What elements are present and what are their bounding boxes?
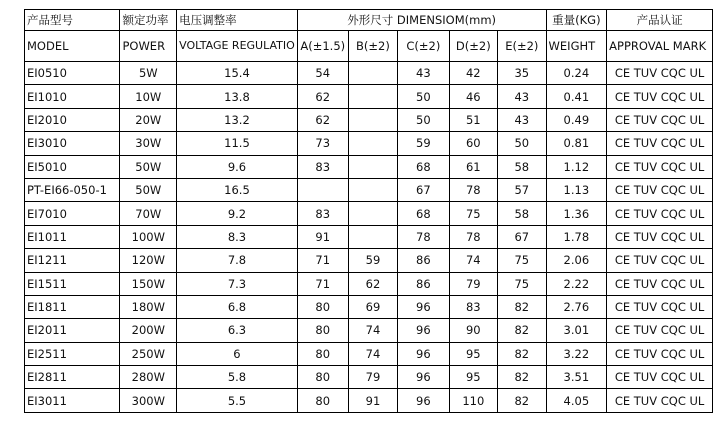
cell-dim-d: 60: [449, 132, 498, 155]
cell-dim-a: 73: [297, 132, 348, 155]
table-row: [25, 202, 713, 225]
cell-dim-d: 46: [449, 85, 498, 108]
cell-approval: CE TUV CQC UL: [607, 62, 713, 85]
table-row: [25, 132, 713, 155]
cell-power: 50W: [120, 178, 177, 201]
cell-approval: CE TUV CQC UL: [607, 366, 713, 389]
cell-dim-d: 78: [449, 225, 498, 248]
cell-dim-d: 75: [449, 202, 498, 225]
cell-dim-e: 82: [498, 366, 546, 389]
cell-dim-d: 78: [449, 178, 498, 201]
cell-dim-c: 86: [398, 249, 449, 272]
cell-regulation: 13.8: [177, 85, 298, 108]
header-row-chinese: [25, 10, 713, 31]
cell-model: EI0510: [25, 62, 120, 85]
cell-weight: 2.22: [546, 272, 607, 295]
cell-weight: 0.49: [546, 108, 607, 131]
header-row-english: [25, 31, 713, 62]
cell-power: 100W: [120, 225, 177, 248]
header-approval-cn: 产品认证: [607, 10, 713, 31]
header-approval: APPROVAL MARK: [607, 31, 713, 62]
cell-power: 20W: [120, 108, 177, 131]
cell-model: EI2010: [25, 108, 120, 131]
cell-approval: CE TUV CQC UL: [607, 178, 713, 201]
cell-dim-a: 80: [297, 319, 348, 342]
cell-dim-b: 79: [348, 366, 397, 389]
table-row: [25, 366, 713, 389]
cell-regulation: 7.8: [177, 249, 298, 272]
table-row: [25, 155, 713, 178]
table-row: [25, 319, 713, 342]
cell-dim-b: 62: [348, 272, 397, 295]
cell-dim-d: 74: [449, 249, 498, 272]
cell-power: 280W: [120, 366, 177, 389]
cell-dim-e: 82: [498, 295, 546, 318]
cell-weight: 1.78: [546, 225, 607, 248]
cell-weight: 0.81: [546, 132, 607, 155]
cell-power: 300W: [120, 389, 177, 412]
cell-dim-b: 91: [348, 389, 397, 412]
cell-regulation: 7.3: [177, 272, 298, 295]
cell-power: 120W: [120, 249, 177, 272]
cell-model: EI5010: [25, 155, 120, 178]
cell-dim-a: 80: [297, 366, 348, 389]
cell-dim-b: [348, 62, 397, 85]
header-dim-e: E(±2): [498, 31, 546, 62]
cell-dim-c: 96: [398, 366, 449, 389]
header-dimension: 外形尺寸 DIMENSIOM(mm): [297, 10, 546, 31]
cell-regulation: 6: [177, 342, 298, 365]
table-row: [25, 295, 713, 318]
cell-dim-a: 80: [297, 389, 348, 412]
cell-regulation: 11.5: [177, 132, 298, 155]
cell-model: EI1211: [25, 249, 120, 272]
cell-dim-b: [348, 85, 397, 108]
cell-regulation: 9.2: [177, 202, 298, 225]
cell-dim-c: 59: [398, 132, 449, 155]
cell-dim-e: 43: [498, 85, 546, 108]
cell-dim-d: 51: [449, 108, 498, 131]
cell-dim-d: 42: [449, 62, 498, 85]
cell-model: EI2511: [25, 342, 120, 365]
cell-model: EI7010: [25, 202, 120, 225]
cell-dim-d: 61: [449, 155, 498, 178]
cell-dim-e: 82: [498, 342, 546, 365]
cell-approval: CE TUV CQC UL: [607, 225, 713, 248]
cell-dim-a: 62: [297, 108, 348, 131]
cell-dim-a: 80: [297, 295, 348, 318]
table-row: [25, 62, 713, 85]
header-power: POWER: [120, 31, 177, 62]
cell-regulation: 13.2: [177, 108, 298, 131]
cell-regulation: 6.8: [177, 295, 298, 318]
cell-dim-e: 57: [498, 178, 546, 201]
cell-approval: CE TUV CQC UL: [607, 342, 713, 365]
cell-regulation: 5.8: [177, 366, 298, 389]
cell-power: 180W: [120, 295, 177, 318]
cell-dim-a: 71: [297, 272, 348, 295]
cell-approval: CE TUV CQC UL: [607, 249, 713, 272]
header-model-cn: 产品型号: [25, 10, 120, 31]
cell-model: EI1811: [25, 295, 120, 318]
cell-approval: CE TUV CQC UL: [607, 108, 713, 131]
table-row: [25, 342, 713, 365]
cell-dim-c: 86: [398, 272, 449, 295]
cell-dim-d: 90: [449, 319, 498, 342]
cell-weight: 4.05: [546, 389, 607, 412]
table-row: [25, 225, 713, 248]
cell-model: EI3010: [25, 132, 120, 155]
cell-dim-d: 79: [449, 272, 498, 295]
header-dim-b: B(±2): [348, 31, 397, 62]
cell-approval: CE TUV CQC UL: [607, 85, 713, 108]
cell-dim-c: 67: [398, 178, 449, 201]
cell-weight: 1.36: [546, 202, 607, 225]
cell-weight: 2.06: [546, 249, 607, 272]
header-dim-c: C(±2): [398, 31, 449, 62]
cell-dim-b: 59: [348, 249, 397, 272]
cell-power: 250W: [120, 342, 177, 365]
table-row: [25, 108, 713, 131]
cell-weight: 1.12: [546, 155, 607, 178]
table-body: [25, 62, 713, 413]
cell-dim-b: 69: [348, 295, 397, 318]
cell-dim-c: 96: [398, 389, 449, 412]
cell-model: EI1511: [25, 272, 120, 295]
cell-approval: CE TUV CQC UL: [607, 272, 713, 295]
cell-approval: CE TUV CQC UL: [607, 202, 713, 225]
cell-dim-a: 83: [297, 155, 348, 178]
cell-dim-d: 110: [449, 389, 498, 412]
cell-regulation: 6.3: [177, 319, 298, 342]
cell-dim-b: 74: [348, 319, 397, 342]
cell-model: EI1010: [25, 85, 120, 108]
header-dim-d: D(±2): [449, 31, 498, 62]
table-row: [25, 85, 713, 108]
cell-weight: 3.51: [546, 366, 607, 389]
table-row: [25, 249, 713, 272]
cell-model: EI3011: [25, 389, 120, 412]
cell-approval: CE TUV CQC UL: [607, 155, 713, 178]
cell-weight: 3.01: [546, 319, 607, 342]
header-weight: WEIGHT: [546, 31, 607, 62]
header-regulation-cn: 电压调整率: [177, 10, 298, 31]
cell-dim-d: 83: [449, 295, 498, 318]
cell-power: 30W: [120, 132, 177, 155]
header-weight-cn: 重量(KG): [546, 10, 607, 31]
cell-dim-d: 95: [449, 366, 498, 389]
cell-dim-a: 91: [297, 225, 348, 248]
cell-weight: 2.76: [546, 295, 607, 318]
cell-dim-e: 58: [498, 155, 546, 178]
cell-approval: CE TUV CQC UL: [607, 389, 713, 412]
cell-dim-c: 96: [398, 342, 449, 365]
cell-model: EI2011: [25, 319, 120, 342]
cell-power: 5W: [120, 62, 177, 85]
table-row: [25, 178, 713, 201]
cell-dim-c: 68: [398, 155, 449, 178]
cell-dim-c: 50: [398, 108, 449, 131]
cell-weight: 3.22: [546, 342, 607, 365]
cell-weight: 1.13: [546, 178, 607, 201]
cell-dim-e: 75: [498, 272, 546, 295]
cell-dim-c: 50: [398, 85, 449, 108]
cell-dim-b: [348, 155, 397, 178]
header-model: MODEL: [25, 31, 120, 62]
cell-dim-c: 78: [398, 225, 449, 248]
cell-dim-e: 58: [498, 202, 546, 225]
cell-dim-b: 74: [348, 342, 397, 365]
cell-dim-e: 75: [498, 249, 546, 272]
cell-dim-a: [297, 178, 348, 201]
cell-dim-b: [348, 225, 397, 248]
cell-model: PT-EI66-050-1: [25, 178, 120, 201]
cell-dim-c: 43: [398, 62, 449, 85]
table-row: [25, 389, 713, 412]
cell-dim-c: 96: [398, 319, 449, 342]
cell-dim-e: 43: [498, 108, 546, 131]
cell-dim-b: [348, 202, 397, 225]
cell-power: 50W: [120, 155, 177, 178]
cell-dim-a: 71: [297, 249, 348, 272]
cell-dim-e: 35: [498, 62, 546, 85]
cell-dim-c: 68: [398, 202, 449, 225]
header-dim-a: A(±1.5): [297, 31, 348, 62]
cell-regulation: 15.4: [177, 62, 298, 85]
cell-weight: 0.41: [546, 85, 607, 108]
header-regulation: VOLTAGE REGULATIO: [177, 31, 298, 62]
spec-table: [24, 9, 713, 413]
cell-weight: 0.24: [546, 62, 607, 85]
cell-dim-d: 95: [449, 342, 498, 365]
cell-approval: CE TUV CQC UL: [607, 319, 713, 342]
cell-model: EI1011: [25, 225, 120, 248]
cell-model: EI2811: [25, 366, 120, 389]
cell-dim-a: 80: [297, 342, 348, 365]
cell-regulation: 9.6: [177, 155, 298, 178]
cell-dim-b: [348, 108, 397, 131]
cell-dim-b: [348, 178, 397, 201]
cell-power: 150W: [120, 272, 177, 295]
cell-dim-a: 83: [297, 202, 348, 225]
cell-regulation: 5.5: [177, 389, 298, 412]
cell-dim-e: 50: [498, 132, 546, 155]
cell-power: 70W: [120, 202, 177, 225]
cell-dim-a: 62: [297, 85, 348, 108]
cell-regulation: 8.3: [177, 225, 298, 248]
table-row: [25, 272, 713, 295]
cell-dim-b: [348, 132, 397, 155]
cell-dim-a: 54: [297, 62, 348, 85]
cell-dim-c: 96: [398, 295, 449, 318]
cell-power: 10W: [120, 85, 177, 108]
cell-regulation: 16.5: [177, 178, 298, 201]
cell-dim-e: 67: [498, 225, 546, 248]
header-power-cn: 额定功率: [120, 10, 177, 31]
cell-approval: CE TUV CQC UL: [607, 132, 713, 155]
cell-power: 200W: [120, 319, 177, 342]
cell-approval: CE TUV CQC UL: [607, 295, 713, 318]
cell-dim-e: 82: [498, 389, 546, 412]
cell-dim-e: 82: [498, 319, 546, 342]
